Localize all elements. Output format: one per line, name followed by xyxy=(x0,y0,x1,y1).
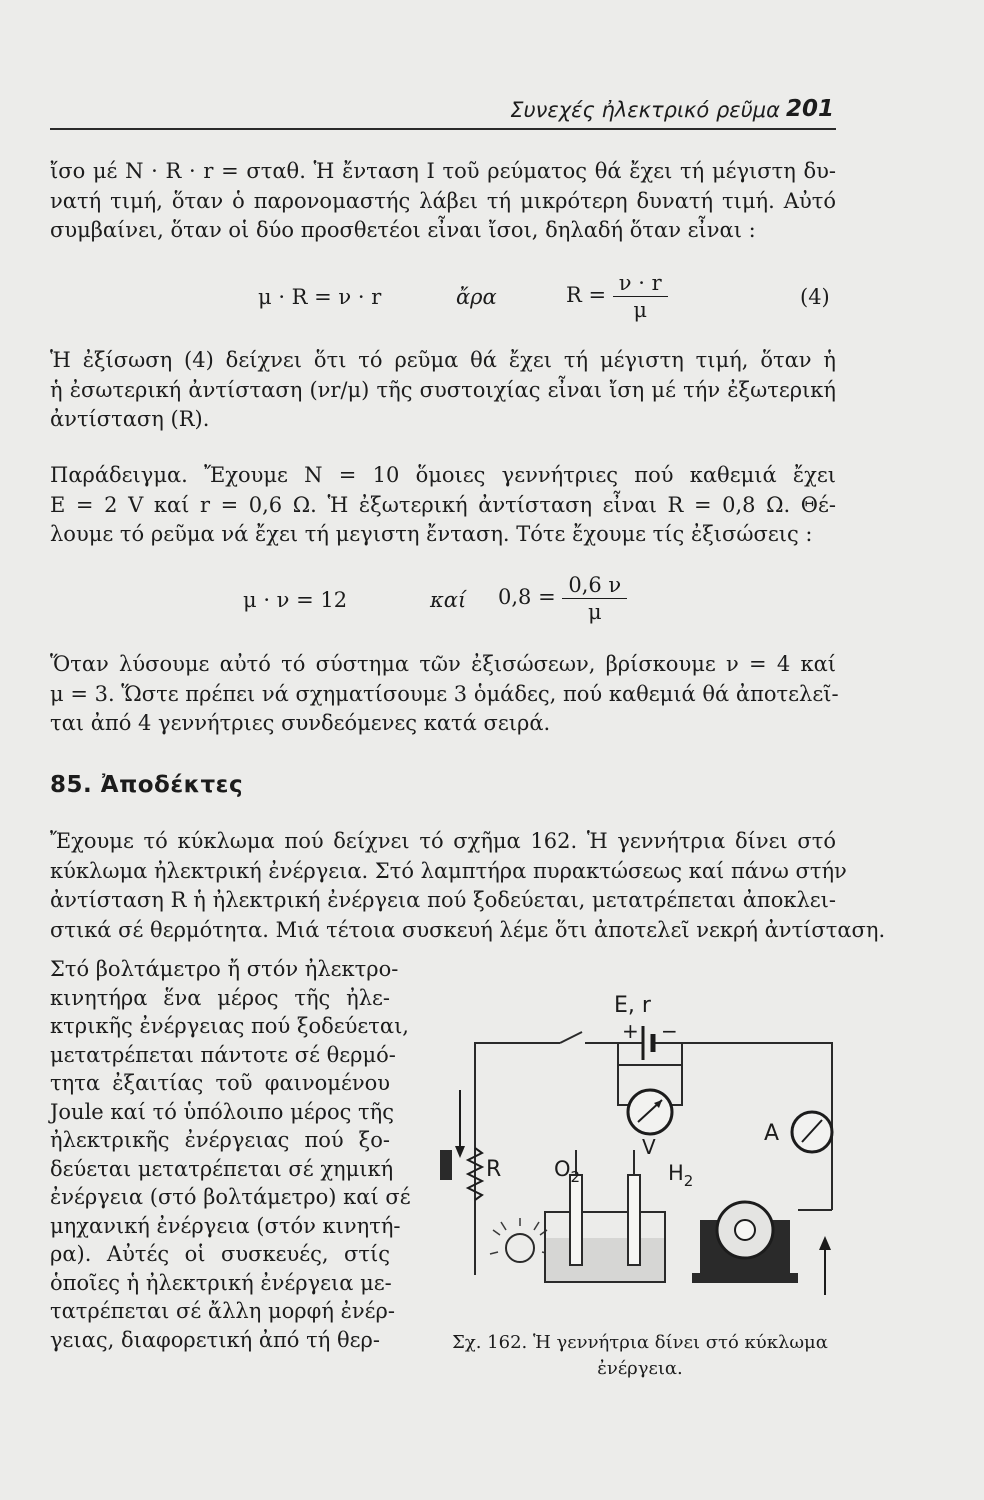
text-line: ἡ ἐσωτερική ἀντίσταση (νr/μ) τῆς συστοιχίας εἶναι ἴση μέ τήν ἐξωτερική xyxy=(50,377,836,402)
text-line: λουμε τό ρεῦμα νά ἔχει τή μεγιστη ἔνταση. Τότε ἔχουμε τίς ἐξισώσεις : xyxy=(50,522,813,546)
section-number: 85. xyxy=(50,772,93,798)
lamp-icon xyxy=(490,1218,550,1262)
text-line: κτρικῆς ἐνέργειας πού ξοδεύεται, xyxy=(50,1014,409,1038)
equation-fraction xyxy=(562,572,627,625)
equation-fraction xyxy=(613,270,668,323)
text-line: Ἔχουμε τό κύκλωμα πού δείχνει τό σχῆμα 162. Ἡ γεννήτρια δίνει στό xyxy=(50,829,836,853)
switch-lever xyxy=(560,1032,582,1043)
voltmeter-icon xyxy=(618,1065,682,1134)
hydrogen-label: $H_2$ xyxy=(668,1161,694,1190)
ammeter-icon xyxy=(792,1112,832,1152)
figure-caption xyxy=(440,1330,840,1382)
caption-line: Σχ. 162. Ἡ γεννήτρια δίνει στό κύκλωμα xyxy=(452,1332,828,1353)
text-line: Παράδειγμα. Ἔχουμε N = 10 ὅμοιες γεννήτριες πού καθεμιά ἔχει xyxy=(50,463,836,487)
equation-4-right xyxy=(566,270,668,323)
text-line: Στό βολτάμετρο ἤ στόν ἠλεκτρο- xyxy=(50,957,399,981)
text-line: Ὅταν λύσουμε αὐτό τό σύστημα τῶν ἐξισώσεων, βρίσκουμε ν = 4 καί xyxy=(50,652,836,676)
wire-left-top xyxy=(475,1043,560,1240)
minus-sign: − xyxy=(661,1019,678,1043)
paragraph-receivers xyxy=(50,827,886,945)
caption-line: ἐνέργεια. xyxy=(597,1358,683,1379)
running-header xyxy=(50,94,836,130)
text-line: ρα). Αὐτές οἱ συσκευές, στίς xyxy=(50,1242,390,1266)
fraction-denominator: μ xyxy=(633,298,648,322)
text-line: κινητήρα ἕνα μέρος τῆς ἠλε- xyxy=(50,985,390,1010)
equation-text: 0,8 = xyxy=(498,585,556,609)
text-line: E = 2 V καί r = 0,6 Ω. Ἡ ἐξωτερική ἀντίσταση εἶναι R = 0,8 Ω. Θέ- xyxy=(50,492,836,517)
paragraph-intro xyxy=(50,157,836,246)
text-line: γειας, διαφορετική ἀπό τή θερ- xyxy=(50,1327,380,1352)
text-line: μετατρέπεται πάντοτε σέ θερμό- xyxy=(50,1042,396,1067)
ammeter-label: A xyxy=(764,1121,780,1146)
text-line: δεύεται μετατρέπεται σέ χημική xyxy=(50,1156,394,1181)
section-heading xyxy=(50,772,243,798)
voltmeter-label: V xyxy=(642,1135,656,1159)
rheostat-label: R xyxy=(486,1157,502,1182)
text-line: τητα ἐξαιτίας τοῦ φαινομένου xyxy=(50,1071,390,1095)
chapter-title: Συνεχές ἠλεκτρικό ρεῦμα xyxy=(510,98,780,122)
page-number: 201 xyxy=(785,96,834,122)
text-line: συμβαίνει, ὅταν οἱ δύο προσθετέοι εἶναι ἴσοι, δηλαδή ὅταν εἶναι : xyxy=(50,218,756,242)
text-line: Ἡ ἐξίσωση (4) δείχνει ὅτι τό ρεῦμα θά ἔχει τή μέγιστη τιμή, ὅταν ἡ xyxy=(50,348,836,372)
text-line: τατρέπεται σέ ἄλλη μορφή ἐνέρ- xyxy=(50,1299,395,1323)
equation-4-connector: ἄρα xyxy=(456,285,497,309)
current-arrow-icon xyxy=(819,1236,831,1295)
text-line: ἠλεκτρικῆς ἐνέργειας πού ξο- xyxy=(50,1128,390,1152)
oxygen-label: $O_2$ xyxy=(554,1157,581,1186)
text-line: ὁποῖες ἡ ἠλεκτρική ἐνέργεια με- xyxy=(50,1270,392,1295)
left-column-text xyxy=(50,955,411,1354)
equation-5-connector: καί xyxy=(430,588,467,612)
equation-5-left: μ · ν = 12 xyxy=(243,588,348,612)
paragraph-solution xyxy=(50,650,839,739)
text-line: ται ἀπό 4 γεννήτριες συνδεόμενες κατά σειρά. xyxy=(50,711,551,735)
motor-icon xyxy=(692,1202,798,1283)
equation-4-left xyxy=(258,285,381,309)
battery-symbol xyxy=(643,1026,653,1060)
fraction-numerator: 0,6 ν xyxy=(562,572,627,599)
fraction-denominator: μ xyxy=(587,600,602,624)
text-line: μ = 3. Ὥστε πρέπει νά σχηματίσουμε 3 ὁμάδες, πού καθεμιά θά ἀποτελεῖ- xyxy=(50,681,839,706)
equation-text: μ · R = ν · r xyxy=(258,285,382,309)
text-line: ἐνέργεια (στό βολτάμετρο) καί σέ xyxy=(50,1185,411,1209)
equation-5-right xyxy=(498,572,627,625)
text-line: στικά σέ θερμότητα. Μιά τέτοια συσκευή λέμε ὅτι ἀποτελεῖ νεκρή ἀντίσταση. xyxy=(50,917,886,942)
text-line: ἀντίσταση (R). xyxy=(50,407,210,431)
text-line: ἀντίσταση R ἡ ἠλεκτρική ἐνέργεια πού ξοδεύεται, μετατρέπεται ἀποκλει- xyxy=(50,888,836,912)
text-line: μηχανική ἐνέργεια (στόν κινητή- xyxy=(50,1213,401,1238)
plus-sign: + xyxy=(622,1019,639,1043)
fraction-numerator: ν · r xyxy=(613,270,668,297)
text-line: Joule καί τό ὑπόλοιπο μέρος τῆς xyxy=(50,1099,394,1124)
paragraph-example xyxy=(50,461,836,550)
battery-label: E, r xyxy=(614,993,651,1018)
paragraph-equation-explanation xyxy=(50,346,836,435)
text-line: κύκλωμα ἠλεκτρική ἐνέργεια. Στό λαμπτήρα πυρακτώσεως καί πάνω στήν xyxy=(50,858,847,883)
text-line: νατή τιμή, ὅταν ὁ παρονομαστής λάβει τή μικρότερη δυνατή τιμή. Αὐτό xyxy=(50,188,836,213)
circuit-figure xyxy=(400,990,840,1310)
equation-text: R = xyxy=(566,283,607,307)
text-line: ἴσο μέ N · R · r = σταθ. Ἡ ἔνταση I τοῦ ρεύματος θά ἔχει τή μέγιστη δυ- xyxy=(50,159,836,183)
section-title: Ἀποδέκτες xyxy=(100,772,244,798)
equation-number: (4) xyxy=(800,285,830,309)
